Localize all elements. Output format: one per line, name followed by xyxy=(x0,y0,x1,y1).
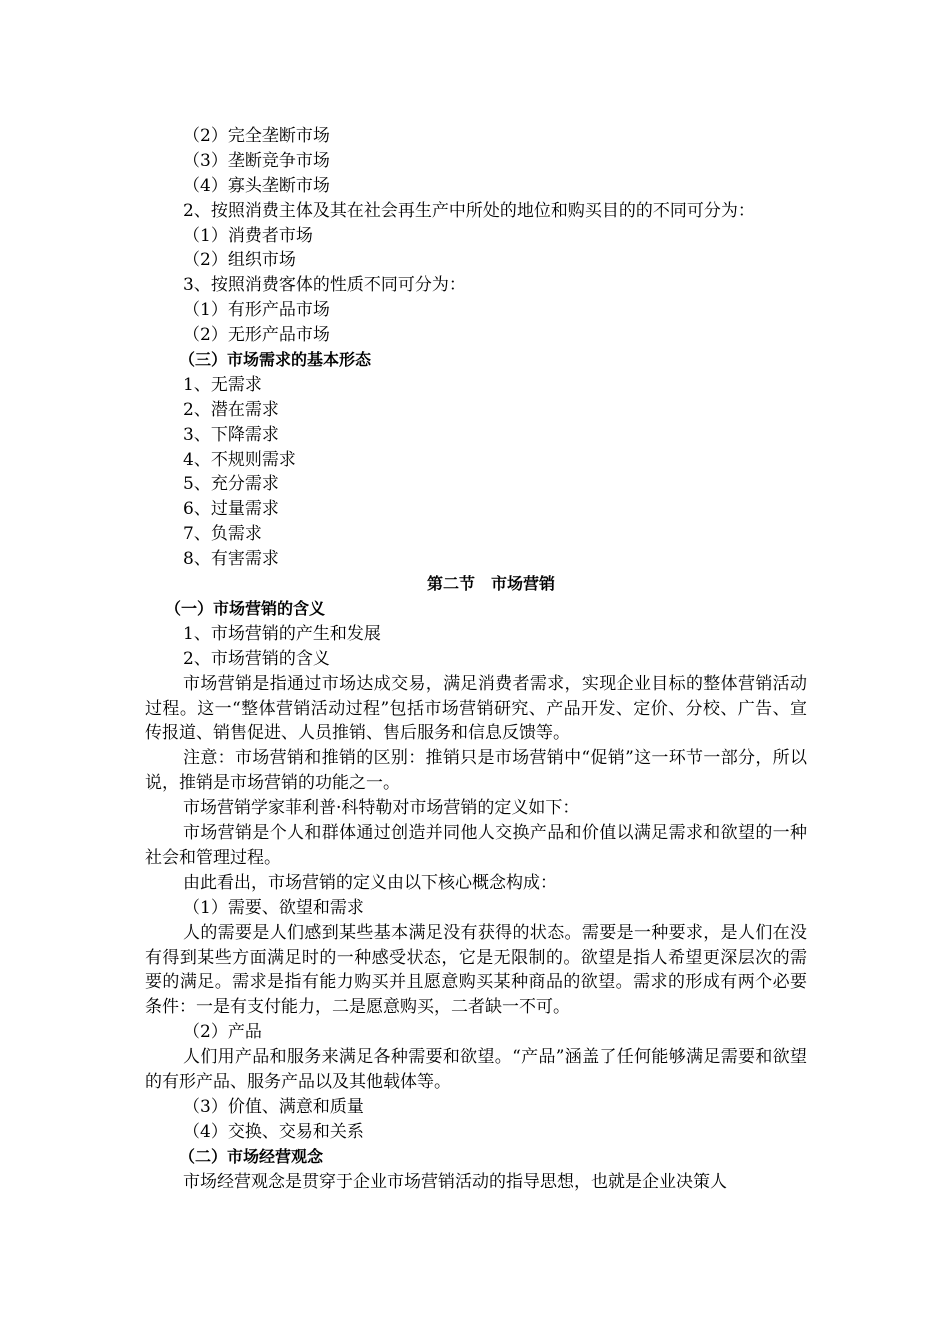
heading-business-concept: （二）市场经营观念 xyxy=(179,1146,324,1166)
list-item: 1、无需求 xyxy=(183,374,262,395)
text-line: （3）垄断竞争市场 xyxy=(183,150,330,171)
list-item: 8、有害需求 xyxy=(183,549,279,570)
list-item: 6、过量需求 xyxy=(183,499,279,520)
paragraph-kotler: 市场营销学家菲利普·科特勒对市场营销的定义如下： xyxy=(183,798,580,819)
paragraph-business-concept: 市场经营观念是贯穿于企业市场营销活动的指导思想，也就是企业决策人 xyxy=(183,1171,727,1192)
paragraph-note: 注意：市场营销和推销的区别：推销只是市场营销中“促销”这一环节一部分，所以说，推销是市场营销的功能之一。 xyxy=(145,748,807,794)
list-item: 7、负需求 xyxy=(183,524,262,545)
heading-marketing-meaning: （一）市场营销的含义 xyxy=(165,598,326,618)
text-line: （2）无形产品市场 xyxy=(183,325,330,346)
list-item: 1、市场营销的产生和发展 xyxy=(183,623,381,644)
concept-item: （2）产品 xyxy=(183,1022,262,1043)
text-line: 3、按照消费客体的性质不同可分为： xyxy=(183,275,466,296)
text-line: （1）有形产品市场 xyxy=(183,300,330,321)
list-item: 4、不规则需求 xyxy=(183,449,296,470)
text-line: （4）寡头垄断市场 xyxy=(183,175,330,196)
heading-demand-forms: （三）市场需求的基本形态 xyxy=(179,350,372,370)
section-title: 第二节 市场营销 xyxy=(426,574,555,594)
concept-item: （1）需要、欲望和需求 xyxy=(183,897,364,918)
text-line: （1）消费者市场 xyxy=(183,225,313,246)
text-line: （2）完全垄断市场 xyxy=(183,126,330,146)
list-item: 5、充分需求 xyxy=(183,474,279,495)
text-line: （2）组织市场 xyxy=(183,250,296,271)
concept-item: （3）价值、满意和质量 xyxy=(183,1096,364,1117)
list-item: 2、市场营销的含义 xyxy=(183,648,330,669)
concept-item: （4）交换、交易和关系 xyxy=(183,1121,364,1142)
paragraph-needs: 人的需要是人们感到某些基本满足没有获得的状态。需要是一种要求，是人们在没有得到某些方面满足时的一种感受状态，它是无限制的。欲望是指人希望更深层次的需要的满足。需求是指有能力购买并且愿意购买某种商品的欲望。需求的形成有两个必要条件：一是有支付能力，二是愿意购买，二者缺一不可。 xyxy=(145,922,807,1018)
list-item: 3、下降需求 xyxy=(183,424,279,445)
paragraph-core-concepts: 由此看出，市场营销的定义由以下核心概念构成： xyxy=(183,872,557,893)
paragraph-product: 人们用产品和服务来满足各种需要和欲望。“产品”涵盖了任何能够满足需要和欲望的有形产品、服务产品以及其他载体等。 xyxy=(145,1047,807,1093)
paragraph-definition-1: 市场营销是指通过市场达成交易，满足消费者需求，实现企业目标的整体营销活动过程。这一“整体营销活动过程”包括市场营销研究、产品开发、定价、分校、广告、宣传报道、销售促进、人员推销、售后服务和信息反馈等。 xyxy=(145,673,807,744)
paragraph-definition-2: 市场营销是个人和群体通过创造并同他人交换产品和价值以满足需求和欲望的一种社会和管理过程。 xyxy=(145,823,807,868)
list-item: 2、潜在需求 xyxy=(183,399,279,420)
document-page xyxy=(145,124,807,1195)
text-line: 2、按照消费主体及其在社会再生产中所处的地位和购买目的的不同可分为： xyxy=(183,200,755,221)
